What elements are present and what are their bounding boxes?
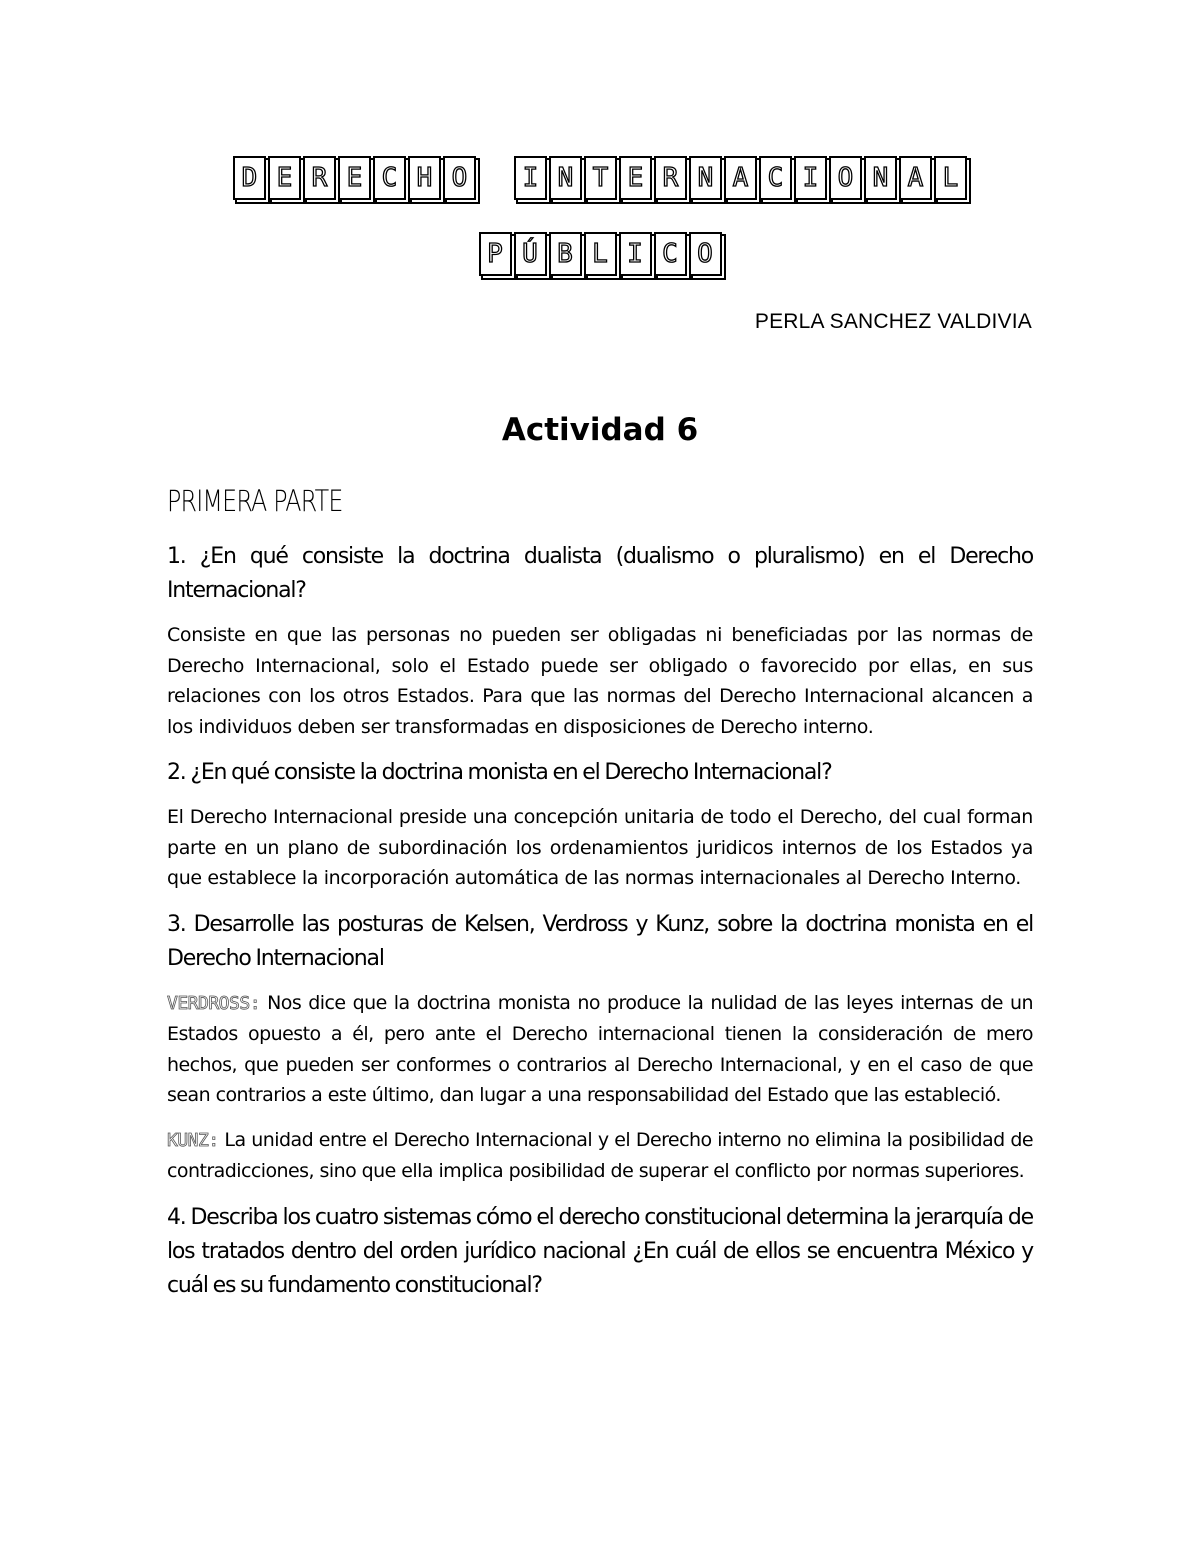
title-letter-box: H [408, 156, 441, 200]
title-letter-box: Ú [514, 232, 547, 276]
title-letter-box: A [899, 156, 932, 200]
title-word [514, 150, 967, 206]
verdross-label: VERDROSS: [167, 992, 261, 1014]
kunz-text: La unidad entre el Derecho Internacional y el Derecho interno no elimina la posibilidad de contradicciones, sino que ella implica posibilidad de superar el conflicto por normas superiores. [167, 1128, 1033, 1182]
title-letter-box: A [724, 156, 757, 200]
document-title [0, 150, 1200, 302]
title-letter-box: T [584, 156, 617, 200]
title-letter-box: N [549, 156, 582, 200]
title-letter-box: R [303, 156, 336, 200]
title-letter-box: B [549, 232, 582, 276]
title-letter-box: D [233, 156, 266, 200]
title-letter-box: C [373, 156, 406, 200]
title-word [233, 150, 476, 206]
title-letter-box: I [794, 156, 827, 200]
title-letter-box: N [689, 156, 722, 200]
answer-3-kunz [167, 1125, 1033, 1187]
title-letter-box: P [479, 232, 512, 276]
title-line-2 [0, 226, 1200, 282]
title-letter-box: C [759, 156, 792, 200]
answer-3-verdross [167, 988, 1033, 1111]
title-letter-box: R [654, 156, 687, 200]
title-letter-box: L [584, 232, 617, 276]
title-line-1 [0, 150, 1200, 206]
document-body [167, 478, 1033, 1315]
title-letter-box: O [689, 232, 722, 276]
title-letter-box: C [654, 232, 687, 276]
title-letter-box: I [619, 232, 652, 276]
answer-1: Consiste en que las personas no pueden ser obligadas ni beneficiadas por las normas de Derecho Internacional, solo el Estado puede ser obligado o favorecido por ellas, en sus relaciones con los otros Estados. Para que las normas del Derecho Internacional alcancen a los individuos deben ser transformadas en disposiciones de Derecho interno. [167, 624, 1033, 738]
author-name: PERLA SANCHEZ VALDIVIA [754, 310, 1032, 333]
title-letter-box: N [864, 156, 897, 200]
title-letter-box: O [829, 156, 862, 200]
title-letter-box: E [338, 156, 371, 200]
part-title: PRIMERA PARTE [167, 484, 343, 518]
title-word [479, 226, 722, 282]
kunz-label: KUNZ: [167, 1129, 219, 1151]
answer-2: El Derecho Internacional preside una concepción unitaria de todo el Derecho, del cual forman parte en un plano de subordinación los ordenamientos juridicos internos de los Estados ya que establece la incorporación automática de las normas internacionales al Derecho Interno. [167, 806, 1033, 889]
title-letter-box: E [268, 156, 301, 200]
title-letter-box: O [443, 156, 476, 200]
title-letter-box: L [934, 156, 967, 200]
title-word-gap [478, 150, 512, 206]
question-4: 4. Describa los cuatro sistemas cómo el derecho constitucional determina la jerarquía de los tratados dentro del orden jurídico nacional ¿En cuál de ellos se encuentra México y cuál es su fundamento constitucional? [167, 1204, 1033, 1298]
title-letter-box: I [514, 156, 547, 200]
question-2: 2. ¿En qué consiste la doctrina monista en el Derecho Internacional? [167, 760, 832, 785]
title-letter-box: E [619, 156, 652, 200]
question-1: 1. ¿En qué consiste la doctrina dualista (dualismo o pluralismo) en el Derecho Internacional? [167, 544, 1033, 603]
verdross-text: Nos dice que la doctrina monista no produce la nulidad de las leyes internas de un Estados opuesto a él, pero ante el Derecho internacional tienen la consideración de mero hechos, que pueden ser conformes o contrarios al Derecho Internacional, y en el caso de que sean contrarios a este último, dan lugar a una responsabilidad del Estado que las estableció. [167, 991, 1033, 1106]
activity-title: Actividad 6 [501, 412, 699, 448]
question-3: 3. Desarrolle las posturas de Kelsen, Verdross y Kunz, sobre la doctrina monista en el Derecho Internacional [167, 911, 1033, 971]
